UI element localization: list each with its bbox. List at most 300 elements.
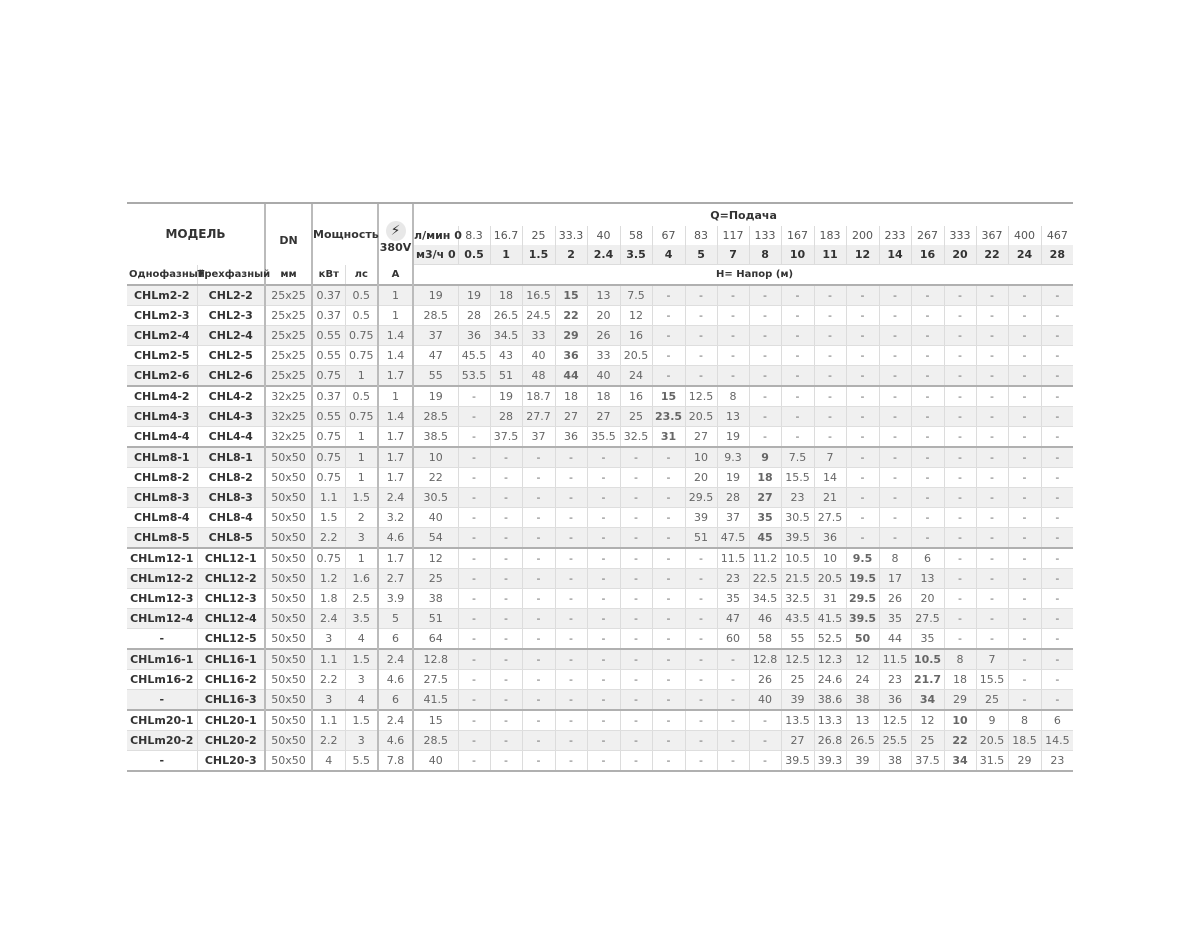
head-value: 27: [781, 731, 814, 751]
head-value: -: [490, 710, 522, 731]
single-phase-header: Однофазный: [127, 265, 197, 286]
head-value: -: [846, 386, 879, 407]
head-value: -: [620, 468, 652, 488]
head-value: -: [652, 488, 685, 508]
head-value: -: [717, 670, 749, 690]
head-value: 23: [717, 569, 749, 589]
dn-unit: мм: [265, 265, 312, 286]
head-value: 53.5: [458, 366, 490, 387]
power-header: Мощность: [312, 203, 378, 265]
head-value: -: [846, 407, 879, 427]
head-value: 12: [620, 306, 652, 326]
head-value: 15: [555, 285, 587, 306]
flow-m3h-value: 14: [879, 245, 911, 265]
flow-m3h-value: 1: [490, 245, 522, 265]
head-value: -: [555, 629, 587, 650]
amp-value: 2.4: [378, 488, 413, 508]
head-value: -: [1008, 346, 1041, 366]
head-value: -: [781, 407, 814, 427]
head-value: 13: [846, 710, 879, 731]
head-value: -: [1041, 427, 1073, 448]
head-value: 40: [413, 751, 458, 772]
three-phase-model: CHL8-4: [197, 508, 265, 528]
single-phase-model: -: [127, 690, 197, 711]
head-value: 24.5: [522, 306, 555, 326]
head-value: -: [944, 609, 976, 629]
head-value: -: [555, 670, 587, 690]
head-value: 50: [846, 629, 879, 650]
kw-unit: кВт: [312, 265, 345, 286]
kw-value: 0.37: [312, 386, 345, 407]
head-value: -: [976, 569, 1008, 589]
head-value: -: [749, 710, 781, 731]
head-value: -: [522, 488, 555, 508]
dn-value: 50x50: [265, 447, 312, 468]
head-value: -: [555, 508, 587, 528]
head-value: 38.6: [814, 690, 846, 711]
head-value: -: [620, 447, 652, 468]
dn-value: 25x25: [265, 326, 312, 346]
head-value: -: [458, 751, 490, 772]
head-value: -: [620, 629, 652, 650]
head-value: 10: [944, 710, 976, 731]
head-value: -: [749, 366, 781, 387]
head-value: -: [911, 346, 944, 366]
amp-value: 5: [378, 609, 413, 629]
head-value: -: [1008, 508, 1041, 528]
head-value: 27.5: [413, 670, 458, 690]
head-value: 52.5: [814, 629, 846, 650]
three-phase-model: CHL2-5: [197, 346, 265, 366]
head-value: -: [490, 751, 522, 772]
hp-value: 0.5: [345, 386, 378, 407]
head-value: 29.5: [685, 488, 717, 508]
head-value: -: [620, 751, 652, 772]
head-value: -: [749, 386, 781, 407]
head-value: 19: [717, 468, 749, 488]
head-value: 37: [717, 508, 749, 528]
table-row: [127, 326, 1073, 346]
head-value: -: [1041, 366, 1073, 387]
flow-m3h-value: 28: [1041, 245, 1073, 265]
head-value: -: [685, 710, 717, 731]
flow-lmin-value: 200: [846, 226, 879, 245]
flow-lmin-value: 367: [976, 226, 1008, 245]
dn-value: 50x50: [265, 508, 312, 528]
hp-value: 1: [345, 548, 378, 569]
table-row: [127, 589, 1073, 609]
head-value: -: [458, 468, 490, 488]
amp-value: 2.4: [378, 649, 413, 670]
head-value: 20: [911, 589, 944, 609]
head-value: -: [587, 710, 620, 731]
head-value: -: [685, 690, 717, 711]
three-phase-model: CHL4-2: [197, 386, 265, 407]
head-value: -: [944, 468, 976, 488]
head-value: 40: [587, 366, 620, 387]
head-value: -: [814, 326, 846, 346]
head-value: -: [458, 649, 490, 670]
head-value: 38.5: [413, 427, 458, 448]
head-value: -: [587, 508, 620, 528]
head-value: -: [846, 366, 879, 387]
head-value: 20.5: [620, 346, 652, 366]
head-value: -: [652, 447, 685, 468]
head-value: -: [522, 710, 555, 731]
head-value: 9: [976, 710, 1008, 731]
hp-value: 1: [345, 468, 378, 488]
head-value: -: [944, 488, 976, 508]
head-value: 39.5: [846, 609, 879, 629]
head-value: -: [555, 569, 587, 589]
kw-value: 2.2: [312, 670, 345, 690]
head-value: -: [911, 528, 944, 549]
head-value: -: [717, 649, 749, 670]
head-value: -: [490, 731, 522, 751]
head-value: 37.5: [490, 427, 522, 448]
amp-value: 1: [378, 386, 413, 407]
head-value: -: [522, 690, 555, 711]
head-value: -: [458, 427, 490, 448]
head-value: 8: [944, 649, 976, 670]
table-row: [127, 427, 1073, 448]
head-value: -: [879, 528, 911, 549]
head-value: 41.5: [413, 690, 458, 711]
head-value: -: [944, 285, 976, 306]
head-value: -: [944, 326, 976, 346]
head-value: -: [652, 629, 685, 650]
pump-performance-table: [127, 202, 1073, 772]
head-value: -: [458, 548, 490, 569]
head-value: -: [1008, 366, 1041, 387]
head-value: -: [458, 629, 490, 650]
head-value: 18.5: [1008, 731, 1041, 751]
head-value: 31: [652, 427, 685, 448]
head-value: 55: [413, 366, 458, 387]
three-phase-model: CHL2-4: [197, 326, 265, 346]
head-value: 47: [717, 609, 749, 629]
head-value: -: [976, 528, 1008, 549]
head-value: -: [814, 346, 846, 366]
head-value: 25: [976, 690, 1008, 711]
head-value: -: [652, 751, 685, 772]
kw-value: 2.4: [312, 609, 345, 629]
header-row-title: [127, 203, 1073, 226]
head-value: 39.3: [814, 751, 846, 772]
kw-value: 0.55: [312, 326, 345, 346]
head-value: 18: [944, 670, 976, 690]
head-value: 26: [587, 326, 620, 346]
head-value: 29.5: [846, 589, 879, 609]
head-value: 47: [413, 346, 458, 366]
head-value: -: [490, 488, 522, 508]
head-value: -: [749, 326, 781, 346]
amp-value: 1.7: [378, 468, 413, 488]
head-value: -: [685, 569, 717, 589]
head-value: -: [652, 710, 685, 731]
head-value: 45: [749, 528, 781, 549]
kw-value: 1.1: [312, 488, 345, 508]
head-value: -: [1041, 285, 1073, 306]
head-value: -: [458, 447, 490, 468]
head-value: -: [976, 488, 1008, 508]
three-phase-model: CHL2-6: [197, 366, 265, 387]
single-phase-model: -: [127, 629, 197, 650]
head-value: -: [976, 326, 1008, 346]
head-value: -: [587, 731, 620, 751]
head-value: -: [490, 569, 522, 589]
head-value: 11.2: [749, 548, 781, 569]
head-value: 36: [879, 690, 911, 711]
amp-value: 3.9: [378, 589, 413, 609]
head-value: -: [944, 548, 976, 569]
head-value: -: [879, 508, 911, 528]
flow-lmin-value: 233: [879, 226, 911, 245]
head-value: -: [1041, 386, 1073, 407]
flow-title: Q=Подача: [413, 203, 1073, 226]
head-value: -: [1041, 609, 1073, 629]
head-value: -: [944, 366, 976, 387]
head-value: -: [1041, 569, 1073, 589]
flow-lmin-value: 16.7: [490, 226, 522, 245]
amp-value: 3.2: [378, 508, 413, 528]
head-value: -: [522, 468, 555, 488]
head-value: 27.7: [522, 407, 555, 427]
head-value: 34: [911, 690, 944, 711]
hp-value: 3.5: [345, 609, 378, 629]
head-value: 7.5: [781, 447, 814, 468]
head-value: 27.5: [814, 508, 846, 528]
head-value: -: [1041, 488, 1073, 508]
head-value: -: [685, 589, 717, 609]
dn-value: 50x50: [265, 751, 312, 772]
head-value: -: [814, 386, 846, 407]
three-phase-model: CHL2-3: [197, 306, 265, 326]
single-phase-model: CHLm4-2: [127, 386, 197, 407]
head-value: -: [1041, 306, 1073, 326]
head-value: 34: [944, 751, 976, 772]
amp-value: 1.7: [378, 427, 413, 448]
amp-value: 6: [378, 629, 413, 650]
flow-lmin-value: 8.3: [458, 226, 490, 245]
head-value: -: [620, 508, 652, 528]
head-value: -: [717, 690, 749, 711]
head-value: -: [749, 427, 781, 448]
head-value: -: [1008, 468, 1041, 488]
dn-value: 32x25: [265, 386, 312, 407]
head-value: 43.5: [781, 609, 814, 629]
amp-value: 1.7: [378, 366, 413, 387]
single-phase-model: CHLm4-3: [127, 407, 197, 427]
head-title: H= Напор (м): [413, 265, 1073, 286]
head-value: -: [458, 386, 490, 407]
head-value: 40: [413, 508, 458, 528]
head-value: 20: [587, 306, 620, 326]
head-value: -: [944, 589, 976, 609]
head-value: -: [620, 548, 652, 569]
head-value: -: [490, 447, 522, 468]
kw-value: 1.1: [312, 710, 345, 731]
head-value: -: [944, 346, 976, 366]
hp-value: 1: [345, 447, 378, 468]
three-phase-model: CHL20-1: [197, 710, 265, 731]
head-value: -: [587, 488, 620, 508]
table-row: [127, 346, 1073, 366]
head-value: -: [522, 609, 555, 629]
head-value: 18: [749, 468, 781, 488]
amp-value: 4.6: [378, 731, 413, 751]
head-value: 26: [879, 589, 911, 609]
head-value: -: [490, 528, 522, 549]
head-value: 9.3: [717, 447, 749, 468]
head-value: 18: [490, 285, 522, 306]
hp-value: 1.5: [345, 710, 378, 731]
head-value: -: [846, 427, 879, 448]
head-value: -: [1008, 488, 1041, 508]
table-row: [127, 306, 1073, 326]
head-value: -: [555, 609, 587, 629]
head-value: -: [1008, 306, 1041, 326]
head-value: 20.5: [814, 569, 846, 589]
hp-value: 3: [345, 731, 378, 751]
head-value: -: [944, 407, 976, 427]
head-value: -: [1041, 508, 1073, 528]
head-value: 36: [555, 346, 587, 366]
single-phase-model: CHLm16-2: [127, 670, 197, 690]
head-value: -: [846, 468, 879, 488]
amp-value: 1.7: [378, 447, 413, 468]
head-value: -: [685, 609, 717, 629]
head-value: -: [1008, 447, 1041, 468]
head-value: 16: [620, 386, 652, 407]
single-phase-model: CHLm20-2: [127, 731, 197, 751]
kw-value: 0.75: [312, 468, 345, 488]
head-value: -: [555, 589, 587, 609]
flow-lmin-value: 133: [749, 226, 781, 245]
head-value: -: [911, 407, 944, 427]
dn-value: 50x50: [265, 609, 312, 629]
kw-value: 0.55: [312, 346, 345, 366]
head-value: -: [1041, 649, 1073, 670]
head-value: -: [685, 285, 717, 306]
dn-value: 25x25: [265, 306, 312, 326]
head-value: 25.5: [879, 731, 911, 751]
amp-value: 1.4: [378, 407, 413, 427]
head-value: 16: [620, 326, 652, 346]
head-value: -: [879, 407, 911, 427]
head-value: -: [587, 589, 620, 609]
head-value: -: [652, 326, 685, 346]
head-value: -: [976, 366, 1008, 387]
head-value: -: [685, 366, 717, 387]
head-value: -: [911, 285, 944, 306]
head-value: 30.5: [781, 508, 814, 528]
three-phase-model: CHL4-4: [197, 427, 265, 448]
head-value: 15: [413, 710, 458, 731]
head-value: -: [1008, 629, 1041, 650]
dn-value: 32x25: [265, 407, 312, 427]
head-value: -: [1008, 285, 1041, 306]
flow-m3h-value: 10: [781, 245, 814, 265]
single-phase-model: CHLm2-5: [127, 346, 197, 366]
dn-value: 32x25: [265, 427, 312, 448]
head-value: 12.5: [685, 386, 717, 407]
head-value: 8: [1008, 710, 1041, 731]
single-phase-model: CHLm8-2: [127, 468, 197, 488]
head-value: -: [458, 488, 490, 508]
head-value: 34.5: [490, 326, 522, 346]
amp-value: 1: [378, 285, 413, 306]
head-value: 28.5: [413, 407, 458, 427]
hp-value: 0.75: [345, 326, 378, 346]
head-value: 34.5: [749, 589, 781, 609]
table-row: [127, 690, 1073, 711]
flow-lmin-value: 67: [652, 226, 685, 245]
head-value: 9: [749, 447, 781, 468]
head-value: -: [587, 569, 620, 589]
head-value: 20.5: [976, 731, 1008, 751]
dn-value: 50x50: [265, 649, 312, 670]
head-value: 60: [717, 629, 749, 650]
head-value: 51: [490, 366, 522, 387]
kw-value: 3: [312, 629, 345, 650]
head-value: -: [944, 427, 976, 448]
head-value: -: [458, 528, 490, 549]
flow-m3h-value: 0.5: [458, 245, 490, 265]
head-value: -: [976, 346, 1008, 366]
amp-value: 4.6: [378, 670, 413, 690]
flow-lmin-label: л/мин 0: [413, 226, 458, 245]
kw-value: 2.2: [312, 528, 345, 549]
head-value: 39.5: [781, 528, 814, 549]
head-value: -: [522, 670, 555, 690]
dn-value: 50x50: [265, 731, 312, 751]
head-value: 28: [458, 306, 490, 326]
kw-value: 0.37: [312, 306, 345, 326]
head-value: -: [749, 285, 781, 306]
head-value: 21.5: [781, 569, 814, 589]
table-row: [127, 609, 1073, 629]
head-value: -: [587, 670, 620, 690]
head-value: -: [685, 548, 717, 569]
head-value: -: [846, 447, 879, 468]
head-value: 8: [879, 548, 911, 569]
dn-value: 50x50: [265, 629, 312, 650]
head-value: -: [587, 468, 620, 488]
head-value: 23: [781, 488, 814, 508]
head-value: -: [846, 508, 879, 528]
head-value: -: [879, 447, 911, 468]
head-value: -: [490, 508, 522, 528]
hp-value: 1.5: [345, 488, 378, 508]
flow-m3h-value: 2: [555, 245, 587, 265]
table-row: [127, 508, 1073, 528]
head-value: -: [1008, 589, 1041, 609]
kw-value: 0.75: [312, 548, 345, 569]
head-value: -: [976, 548, 1008, 569]
head-value: -: [1041, 548, 1073, 569]
head-value: -: [490, 670, 522, 690]
head-value: -: [1008, 326, 1041, 346]
head-value: -: [1041, 589, 1073, 609]
hp-value: 0.5: [345, 285, 378, 306]
head-value: 18: [555, 386, 587, 407]
lightning-bolt-icon: ⚡: [386, 221, 406, 241]
head-value: 22: [555, 306, 587, 326]
head-value: -: [685, 629, 717, 650]
head-value: -: [749, 751, 781, 772]
three-phase-model: CHL16-3: [197, 690, 265, 711]
